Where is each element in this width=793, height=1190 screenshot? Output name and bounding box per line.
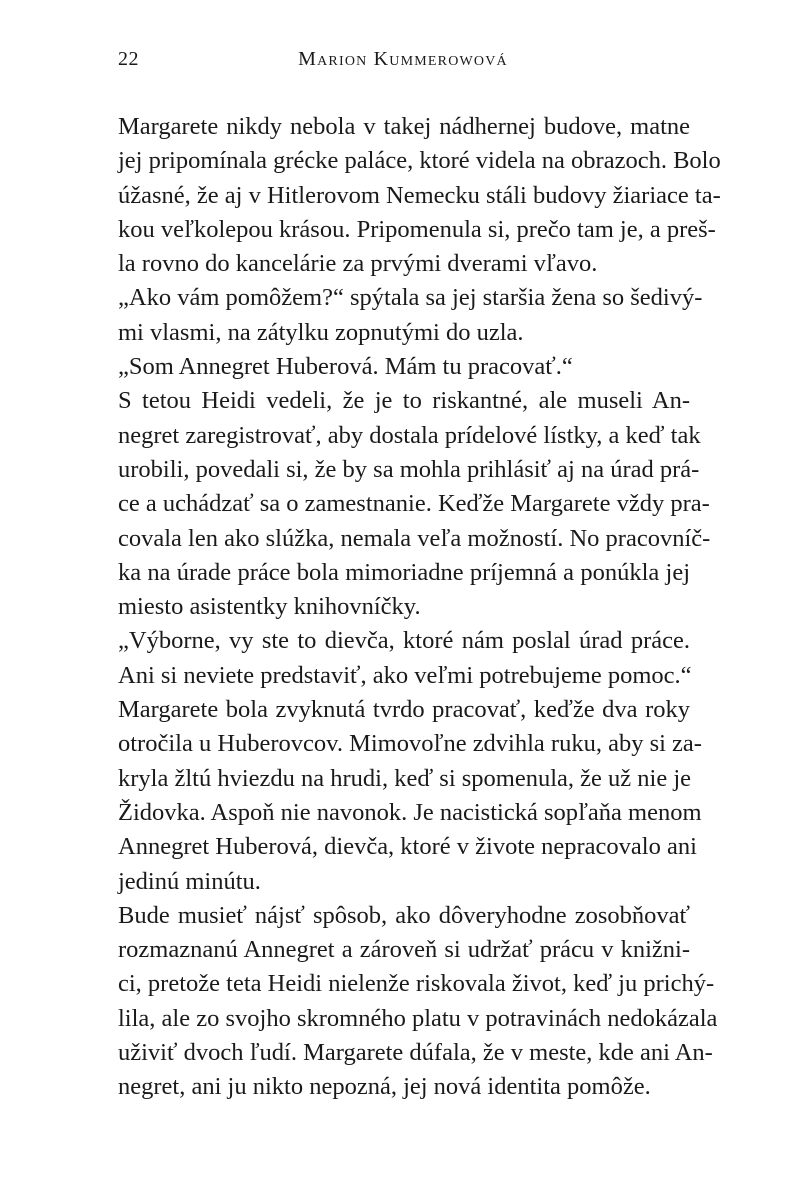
text-line: Margarete bola zvyknutá tvrdo pracovať, keďže dva roky xyxy=(118,696,690,724)
text-line: ka na úrade práce bola mimoriadne príjemná a ponúkla jej xyxy=(118,558,690,586)
paragraph xyxy=(118,899,718,1105)
text-line: S tetou Heidi vedeli, že je to riskantné, ale museli An- xyxy=(118,387,690,415)
paragraph xyxy=(118,281,703,350)
text-line: uživiť dvoch ľudí. Margarete dúfala, že v meste, kde ani An- xyxy=(118,1039,713,1067)
paragraph xyxy=(118,110,721,281)
page-number: 22 xyxy=(118,48,139,70)
paragraph xyxy=(118,693,702,899)
running-head-author: Marion Kummerowová xyxy=(298,48,508,70)
text-line: Margarete nikdy nebola v takej nádhernej budove, matne xyxy=(118,113,690,140)
text-line: negret, ani ju nikto nepozná, jej nová identita pomôže. xyxy=(118,1073,651,1101)
text-line: mi vlasmi, na zátylku zopnutými do uzla. xyxy=(118,318,524,346)
page-header xyxy=(118,48,688,78)
paragraph xyxy=(118,350,690,384)
text-line: ci, pretože teta Heidi nielenže riskovala život, keď ju prichý- xyxy=(118,970,715,998)
text-line: Židovka. Aspoň nie navonok. Je nacistická sopľaňa menom xyxy=(118,798,702,826)
text-line: Ani si neviete predstaviť, ako veľmi potrebujeme pomoc.“ xyxy=(118,661,692,689)
text-line: rozmaznanú Annegret a zároveň si udržať prácu v knižni- xyxy=(118,936,690,964)
text-line: otročila u Huberovcov. Mimovoľne zdvihla ruku, aby si za- xyxy=(118,730,702,758)
text-line: lila, ale zo svojho skromného platu v potravinách nedokázala xyxy=(118,1004,718,1032)
text-line: „Som Annegret Huberová. Mám tu pracovať.“ xyxy=(118,353,573,381)
text-line: Bude musieť nájsť spôsob, ako dôveryhodne zosobňovať xyxy=(118,901,690,929)
text-line: Annegret Huberová, dievča, ktoré v živote nepracovalo ani xyxy=(118,833,697,861)
text-line: covala len ako slúžka, nemala veľa možností. No pracovníč- xyxy=(118,524,711,552)
text-line: kryla žltú hviezdu na hrudi, keď si spomenula, že už nie je xyxy=(118,764,692,792)
body-text xyxy=(118,110,721,1105)
text-line: negret zaregistrovať, aby dostala prídelové lístky, a keď tak xyxy=(118,421,701,449)
paragraph xyxy=(118,384,711,624)
paragraph xyxy=(118,624,690,693)
text-line: ce a uchádzať sa o zamestnanie. Keďže Margarete vždy pra- xyxy=(118,490,710,518)
text-line: jedinú minútu. xyxy=(118,867,261,895)
text-line: úžasné, že aj v Hitlerovom Nemecku stáli budovy žiariace ta- xyxy=(118,181,721,209)
text-line: urobili, povedali si, že by sa mohla prihlásiť aj na úrad prá- xyxy=(118,455,700,483)
text-line: „Ako vám pomôžem?“ spýtala sa jej staršia žena so šedivý- xyxy=(118,284,703,312)
text-line: jej pripomínala grécke paláce, ktoré videla na obrazoch. Bolo xyxy=(118,147,721,175)
text-line: la rovno do kancelárie za prvými dverami vľavo. xyxy=(118,250,598,278)
text-line: „Výborne, vy ste to dievča, ktoré nám poslal úrad práce. xyxy=(118,627,690,655)
text-line: miesto asistentky knihovníčky. xyxy=(118,593,421,621)
text-line: kou veľkolepou krásou. Pripomenula si, prečo tam je, a preš- xyxy=(118,215,716,243)
